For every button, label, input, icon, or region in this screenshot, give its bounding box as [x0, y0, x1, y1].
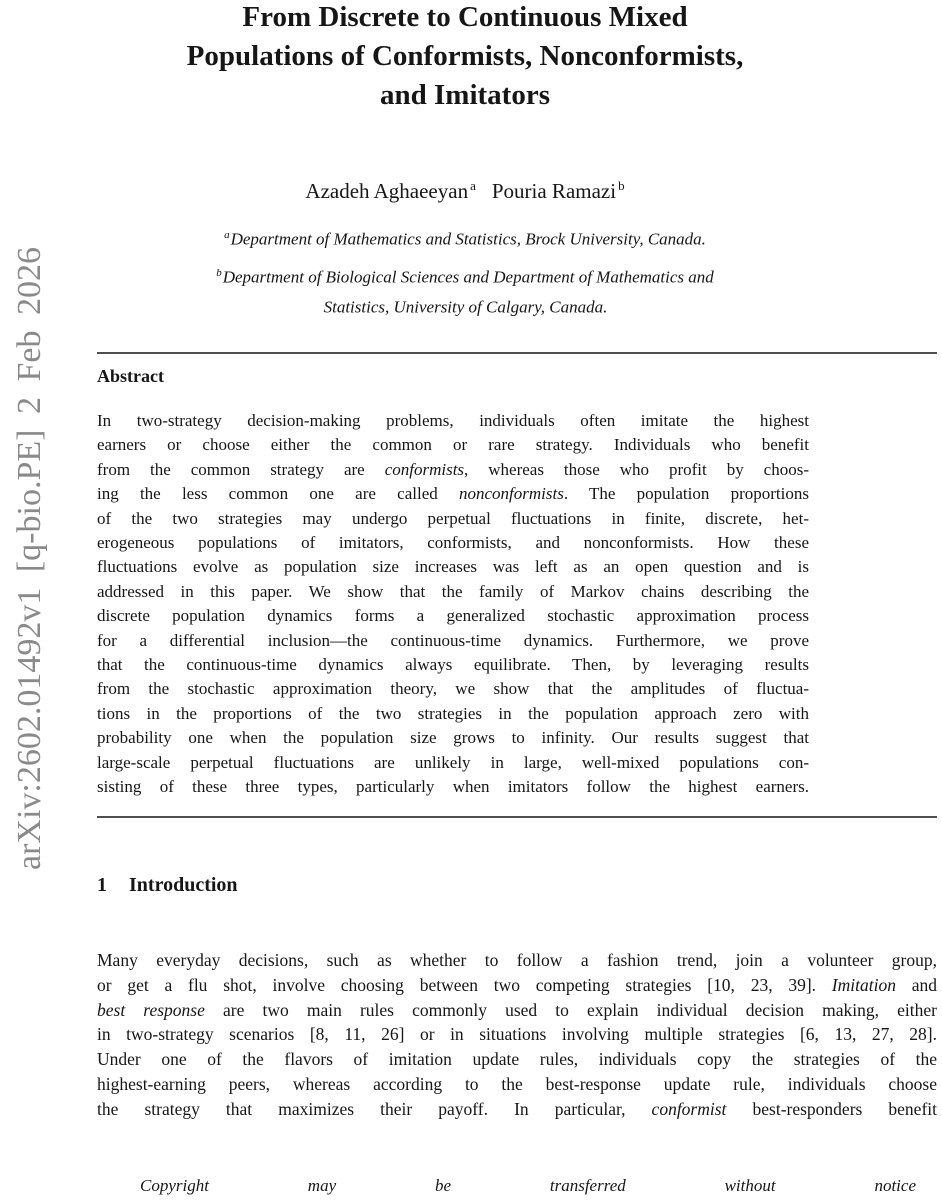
abstract-text-line: probability one when the population size grows to infinity. Our results suggest that — [97, 728, 809, 748]
copyright-footnote: Copyright may be transferred without notice — [140, 1176, 916, 1195]
author-superscript: a — [470, 178, 476, 193]
abstract-text-line: discrete population dynamics forms a generalized stochastic approximation process — [97, 606, 809, 626]
author-name: Pouria Ramazi — [491, 179, 617, 203]
abstract-heading: Abstract — [97, 366, 164, 386]
section-title: Introduction — [129, 874, 238, 896]
affiliation-text: Statistics, University of Calgary, Canada. — [323, 297, 608, 317]
abstract-text-line: tions in the proportions of the two strategies in the population approach zero with — [97, 703, 809, 723]
abstract-text-line: In two-strategy decision-making problems, individuals often imitate the highest — [97, 411, 809, 430]
arxiv-stamp: arXiv:2602.01492v1 [q-bio.PE] 2 Feb 2026 — [11, 247, 48, 870]
abstract-bottom-rule — [97, 816, 937, 818]
title-line: From Discrete to Continuous Mixed — [242, 1, 688, 33]
intro-paragraph — [97, 948, 937, 1122]
intro-text-line: in two-strategy scenarios [8, 11, 26] or in situations involving multiple strategies [6, 13, 27, 28]. — [97, 1024, 937, 1045]
abstract-top-rule — [97, 352, 937, 354]
affiliation-line — [65, 222, 865, 253]
abstract-text-line: sisting of these three types, particularly when imitators follow the highest earners. — [97, 777, 809, 797]
abstract-text-line: ing the less common one are called nonconformists. The population proportions — [97, 484, 809, 504]
affiliation-superscript: a — [224, 229, 230, 241]
paper-title — [65, 0, 865, 115]
intro-text-line: highest-earning peers, whereas according to the best-response update rule, individuals choose — [97, 1073, 937, 1094]
author — [305, 179, 475, 203]
affiliations — [65, 222, 865, 321]
abstract-text-line: addressed in this paper. We show that the family of Markov chains describing the — [97, 581, 809, 601]
author-name: Azadeh Aghaeeyan — [305, 179, 469, 203]
abstract-text-line: that the continuous-time dynamics always equilibrate. Then, by leveraging results — [97, 655, 809, 675]
section-heading — [97, 874, 238, 897]
abstract-text-line: of the two strategies may undergo perpetual fluctuations in finite, discrete, het- — [97, 508, 809, 528]
abstract-text-line: fluctuations evolve as population size increases was left as an open question and is — [97, 557, 809, 577]
intro-text-line: the strategy that maximizes their payoff. In particular, conformist best-responders benefit — [97, 1098, 937, 1119]
author-superscript: b — [618, 178, 625, 193]
abstract-text-line: large-scale perpetual fluctuations are unlikely in large, well-mixed populations con- — [97, 752, 809, 772]
abstract-text — [97, 409, 809, 800]
intro-text-line: Under one of the flavors of imitation update rules, individuals copy the strategies of the — [97, 1049, 937, 1070]
title-line: and Imitators — [380, 79, 550, 111]
affiliation-text: Department of Mathematics and Statistics, Brock University, Canada. — [230, 229, 706, 249]
affiliation-text: Department of Biological Sciences and Department of Mathematics and — [222, 267, 714, 287]
author — [492, 179, 625, 203]
abstract-text-line: earners or choose either the common or rare strategy. Individuals who benefit — [97, 435, 809, 455]
affiliation-superscript: b — [216, 266, 222, 279]
intro-text-line: Many everyday decisions, such as whether to follow a fashion trend, join a volunteer group, — [97, 950, 937, 970]
abstract-text-line: from the common strategy are conformists, whereas those who profit by choos- — [97, 459, 809, 479]
abstract-text-line: erogeneous populations of imitators, conformists, and nonconformists. How these — [97, 533, 809, 553]
abstract-text-line: from the stochastic approximation theory, we show that the amplitudes of fluctua- — [97, 679, 809, 699]
authors-line — [65, 172, 865, 205]
intro-text-line: or get a flu shot, involve choosing between two competing strategies [10, 23, 39]. Imitation and — [97, 974, 937, 995]
affiliation-line — [65, 290, 865, 321]
title-line: Populations of Conformists, Nonconformists, — [186, 40, 744, 72]
intro-text-line: best response are two main rules commonly used to explain individual decision making, either — [97, 999, 937, 1020]
abstract-text-line: for a differential inclusion—the continuous-time dynamics. Furthermore, we prove — [97, 630, 809, 650]
section-number: 1 — [97, 874, 107, 896]
affiliation-line — [65, 260, 865, 291]
